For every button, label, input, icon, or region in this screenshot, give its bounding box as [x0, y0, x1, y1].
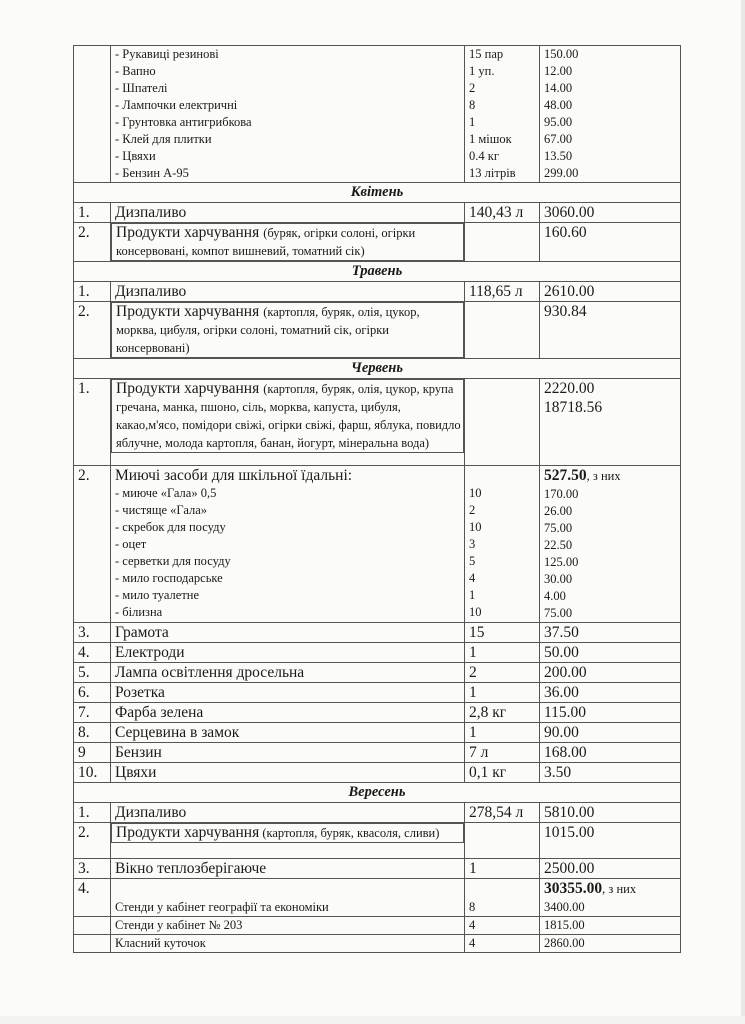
table-row	[74, 935, 681, 953]
table-row	[74, 703, 681, 723]
list-line: 299.00	[544, 166, 579, 180]
list-line: - Грунтовка антигрибкова	[115, 115, 252, 129]
item-qty: 278,54 л	[465, 803, 540, 823]
item-sum: 50.00	[540, 643, 681, 663]
list-line: 67.00	[544, 132, 573, 146]
item-name	[111, 223, 464, 261]
table-row	[74, 743, 681, 763]
item-name: Дизпаливо	[111, 203, 465, 223]
item-qty: 2	[465, 663, 540, 683]
list-qty	[469, 485, 539, 621]
list-line: 5	[469, 554, 476, 568]
row-number: 4.	[74, 879, 111, 917]
row-number: 2.	[74, 466, 111, 623]
row-number	[74, 46, 111, 183]
list-sums	[544, 46, 680, 182]
list-line: 15 пар	[469, 47, 504, 61]
item-name	[111, 823, 464, 843]
list-line: - скребок для посуду	[115, 520, 226, 534]
month-header	[74, 783, 681, 803]
sum-note: , з них	[586, 469, 621, 483]
item-sum: 168.00	[540, 743, 681, 763]
row-number: 1.	[74, 803, 111, 823]
list-line: 4	[469, 571, 476, 585]
row-number: 2.	[74, 223, 111, 262]
item-sum: 930.84	[540, 302, 681, 359]
table-row	[74, 859, 681, 879]
row-number: 2.	[74, 823, 111, 859]
row-number	[74, 917, 111, 935]
list-line: 170.00	[544, 487, 579, 501]
sum-total: 527.50	[544, 467, 587, 484]
list-qty	[469, 46, 539, 182]
item-qty: 4	[465, 917, 540, 935]
item-sum	[540, 879, 681, 917]
list-line: 2	[469, 503, 476, 517]
list-line: - білизна	[115, 605, 163, 619]
list-line: - Лампочки електричні	[115, 98, 238, 112]
item-qty: 8	[465, 879, 540, 917]
month-header	[74, 359, 681, 379]
item-qty	[465, 466, 540, 623]
item-name: Дизпаливо	[111, 282, 465, 302]
list-line: 3	[469, 537, 476, 551]
month-header	[74, 183, 681, 203]
sum-total: 30355.00	[544, 880, 603, 897]
list-line: 8	[469, 98, 476, 112]
item-sum: 36.00	[540, 683, 681, 703]
item-name: Фарба зелена	[111, 703, 465, 723]
table-row	[74, 917, 681, 935]
item-name	[111, 302, 464, 358]
item-sum: 115.00	[540, 703, 681, 723]
row-number: 6.	[74, 683, 111, 703]
item-sum: 2500.00	[540, 859, 681, 879]
table-row	[74, 823, 681, 859]
item-sum: 5810.00	[540, 803, 681, 823]
list-line: 12.00	[544, 64, 573, 78]
table-row	[74, 302, 681, 359]
item-qty: 15	[465, 623, 540, 643]
item-name	[111, 466, 465, 623]
list-line: - чистяще «Гала»	[115, 503, 208, 517]
list-line: - Шпателі	[115, 81, 168, 95]
item-qty: 1	[465, 859, 540, 879]
list-line: 95.00	[544, 115, 573, 129]
list-line: - Клей для плитки	[115, 132, 212, 146]
item-name: Вікно теплозберігаюче	[111, 859, 465, 879]
item-title: Продукти харчування	[116, 824, 260, 841]
item-sum: 160.60	[540, 223, 681, 262]
list-line: 4.00	[544, 589, 566, 603]
row-number: 2.	[74, 302, 111, 359]
sum-line: 3400.00	[544, 900, 585, 914]
list-line: 150.00	[544, 47, 579, 61]
table-row	[74, 763, 681, 783]
row-number	[74, 935, 111, 953]
list-line: 75.00	[544, 606, 573, 620]
item-qty: 0,1 кг	[465, 763, 540, 783]
row-number: 7.	[74, 703, 111, 723]
item-sum: 3060.00	[540, 203, 681, 223]
list-line: - мило господарське	[115, 571, 223, 585]
list-line: 1	[469, 588, 476, 602]
list-line: 48.00	[544, 98, 573, 112]
item-title: Продукти харчування	[116, 380, 260, 397]
list-sums	[544, 486, 680, 622]
item-sum	[540, 379, 681, 466]
item-sum: 1815.00	[540, 917, 681, 935]
item-name: Стенди у кабінет географії та економіки	[111, 879, 465, 917]
item-qty	[465, 302, 540, 359]
item-sum	[540, 466, 681, 623]
sum-line: 18718.56	[544, 399, 603, 416]
item-name: Цвяхи	[111, 763, 465, 783]
item-sum: 37.50	[540, 623, 681, 643]
item-name: Класний куточок	[111, 935, 465, 953]
item-sum: 1015.00	[540, 823, 681, 859]
list-line: 0.4 кг	[469, 149, 499, 163]
table-row	[74, 46, 681, 183]
sum-note: , з них	[602, 882, 637, 896]
item-sum: 200.00	[540, 663, 681, 683]
list-line: 14.00	[544, 81, 573, 95]
item-list	[111, 46, 465, 183]
item-qty: 1	[465, 723, 540, 743]
item-detail: (буряк, огірки солоні, огірки консервовані, компот вишневий, томатний сік)	[116, 226, 416, 258]
list-line: 22.50	[544, 538, 573, 552]
item-sum: 90.00	[540, 723, 681, 743]
list-line: - Вапно	[115, 64, 156, 78]
item-name: Стенди у кабінет № 203	[111, 917, 465, 935]
month-title: Квітень	[74, 183, 681, 203]
scan-bottom-shadow	[0, 1016, 745, 1024]
item-name: Грамота	[111, 623, 465, 643]
item-qty	[465, 823, 540, 859]
item-title: Продукти харчування	[116, 303, 260, 320]
item-detail: (картопля, буряк, олія, цукор, морква, цибуля, огірки солоні, томатний сік, огірки консервовані)	[116, 305, 420, 355]
list-line: - Рукавиці резинові	[115, 47, 219, 61]
table-row	[74, 879, 681, 917]
list-line: - серветки для посуду	[115, 554, 231, 568]
list-line: 125.00	[544, 555, 579, 569]
month-header	[74, 262, 681, 282]
list-line: 30.00	[544, 572, 573, 586]
item-title: Миючі засоби для шкільної їдальні:	[115, 467, 353, 484]
table-row	[74, 223, 681, 262]
list-items	[115, 46, 464, 182]
item-qty	[465, 379, 540, 466]
list-line: 1 мішок	[469, 132, 512, 146]
item-detail: (картопля, буряк, олія, цукор, крупа гречана, манка, пшоно, сіль, морква, капуста, цибуля, какао,м'ясо, помідори свіжі, огірки свіжі, фарш, яблука, повидло яблучне, молода картопля, банан, йогурт, мінеральна вода)	[116, 382, 461, 450]
sum-list	[540, 46, 681, 183]
row-number: 8.	[74, 723, 111, 743]
item-name: Лампа освітлення дросельна	[111, 663, 465, 683]
list-line: - мило туалетне	[115, 588, 200, 602]
list-line: - оцет	[115, 537, 147, 551]
list-items	[115, 485, 464, 621]
item-detail: (картопля, буряк, квасоля, сливи)	[259, 826, 440, 840]
table-row	[74, 643, 681, 663]
item-qty: 4	[465, 935, 540, 953]
row-number: 3.	[74, 623, 111, 643]
table-row	[74, 683, 681, 703]
row-number: 9	[74, 743, 111, 763]
list-line: - Бензин А-95	[115, 166, 189, 180]
month-title: Червень	[74, 359, 681, 379]
item-name: Серцевина в замок	[111, 723, 465, 743]
item-qty: 2,8 кг	[465, 703, 540, 723]
row-number: 1.	[74, 203, 111, 223]
item-qty: 1	[465, 683, 540, 703]
table-row	[74, 663, 681, 683]
list-line: 10	[469, 486, 482, 500]
list-line: 2	[469, 81, 476, 95]
item-title: Продукти харчування	[116, 224, 260, 241]
row-number: 3.	[74, 859, 111, 879]
item-sum: 2860.00	[540, 935, 681, 953]
row-number: 5.	[74, 663, 111, 683]
item-qty: 1	[465, 643, 540, 663]
list-line: 1	[469, 115, 476, 129]
list-line: 75.00	[544, 521, 573, 535]
month-title: Вересень	[74, 783, 681, 803]
item-name	[111, 379, 464, 453]
list-line: 1 уп.	[469, 64, 495, 78]
qty-list	[465, 46, 540, 183]
item-sum: 3.50	[540, 763, 681, 783]
table-row	[74, 282, 681, 302]
list-line: 10	[469, 605, 482, 619]
table-row	[74, 723, 681, 743]
row-number: 4.	[74, 643, 111, 663]
item-sum: 2610.00	[540, 282, 681, 302]
expense-table	[73, 45, 681, 953]
list-line: 13.50	[544, 149, 573, 163]
item-qty: 7 л	[465, 743, 540, 763]
row-number: 1.	[74, 282, 111, 302]
table-row	[74, 623, 681, 643]
item-name: Дизпаливо	[111, 803, 465, 823]
list-line: 26.00	[544, 504, 573, 518]
table-row	[74, 466, 681, 623]
item-name: Розетка	[111, 683, 465, 703]
table-row	[74, 803, 681, 823]
table-row	[74, 379, 681, 466]
list-line: - миюче «Гала» 0,5	[115, 486, 217, 500]
item-qty: 140,43 л	[465, 203, 540, 223]
list-line: 13 літрів	[469, 166, 516, 180]
row-number: 1.	[74, 379, 111, 466]
row-number: 10.	[74, 763, 111, 783]
item-name: Електроди	[111, 643, 465, 663]
item-name: Бензин	[111, 743, 465, 763]
item-qty	[465, 223, 540, 262]
list-line: 10	[469, 520, 482, 534]
item-qty: 118,65 л	[465, 282, 540, 302]
table-row	[74, 203, 681, 223]
sum-line: 2220.00	[544, 380, 595, 397]
month-title: Травень	[74, 262, 681, 282]
page-edge	[741, 0, 745, 1024]
list-line: - Цвяхи	[115, 149, 156, 163]
